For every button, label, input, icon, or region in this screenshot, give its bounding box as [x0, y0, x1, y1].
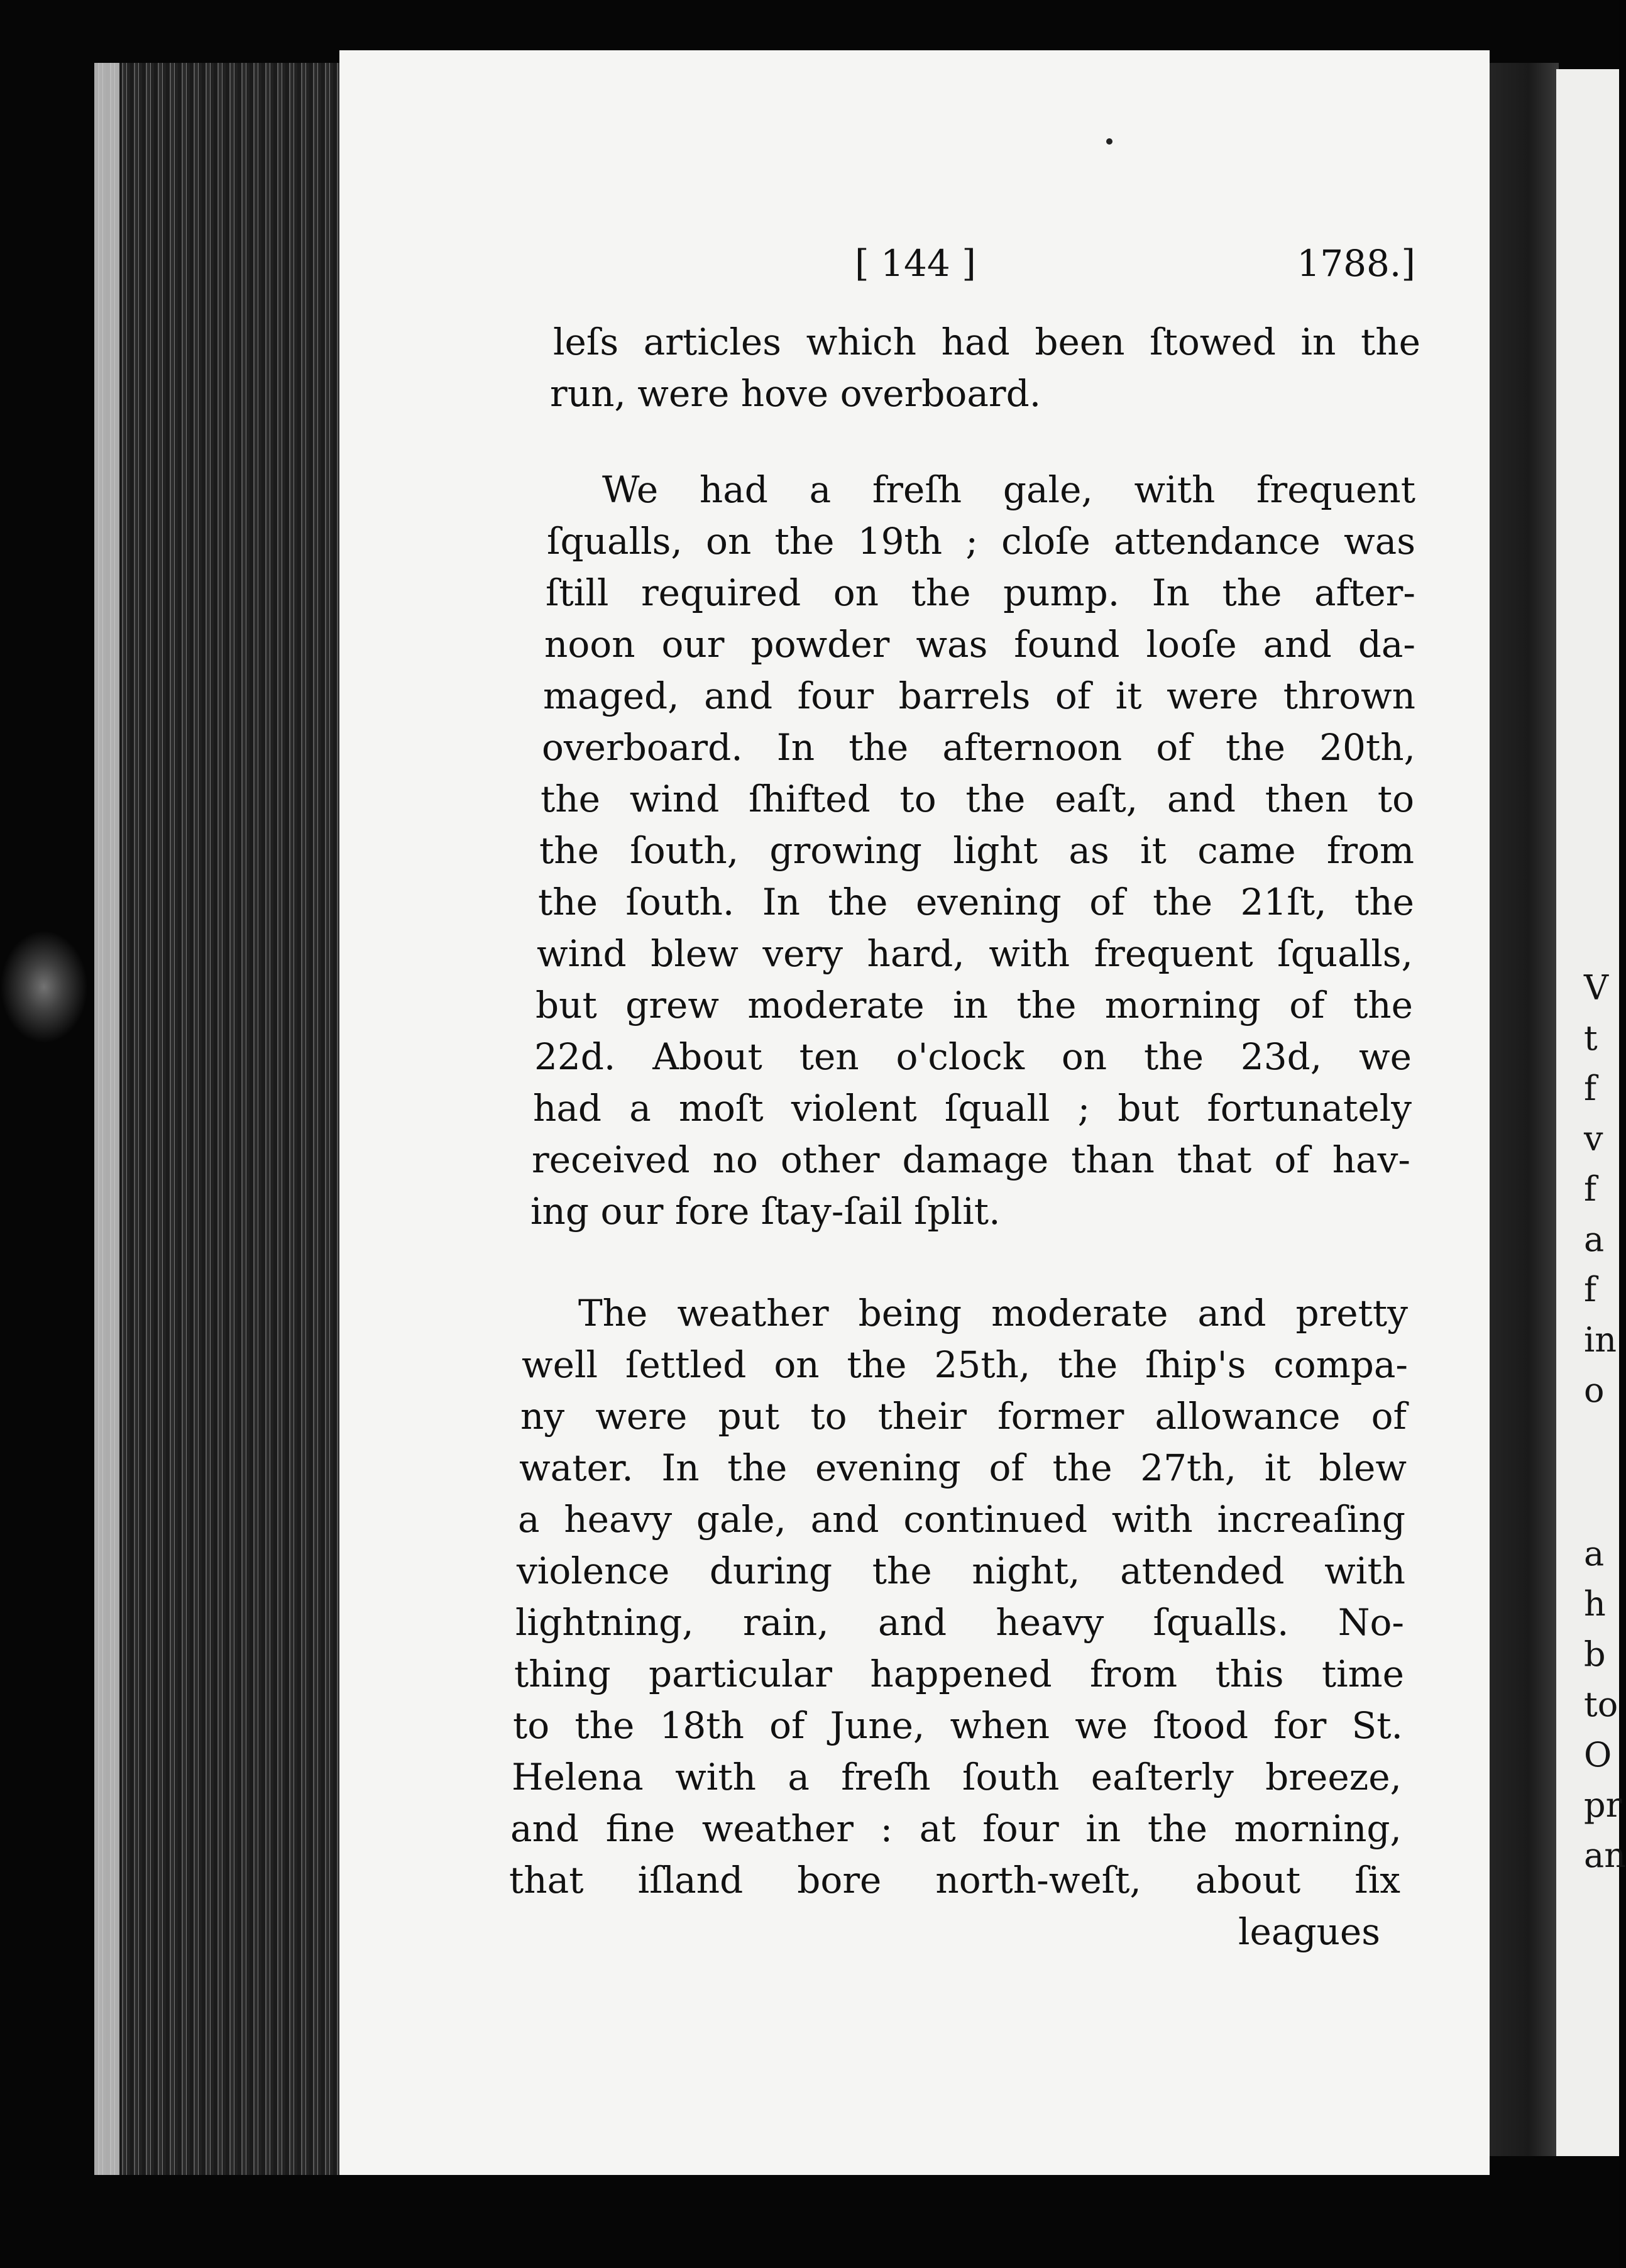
- facing-page-fragment: V: [1584, 968, 1608, 1008]
- text-line: the wind ſhifted to the eaſt, and then to: [541, 778, 1414, 820]
- facing-page-fragment: f: [1584, 1270, 1596, 1309]
- page-block-left-edge: [94, 63, 119, 2175]
- facing-page-fragment: t: [1584, 1018, 1598, 1058]
- facing-page-fragment: pr: [1584, 1785, 1622, 1825]
- page-number: [ 144 ]: [855, 242, 976, 285]
- gutter-shadow: [1483, 63, 1559, 2156]
- ink-speck: [1106, 138, 1112, 145]
- facing-page-fragment: in: [1584, 1320, 1617, 1360]
- catchword: leagues: [1238, 1910, 1381, 1953]
- facing-page-fragment: f: [1584, 1069, 1596, 1108]
- text-line: received no other damage than that of hav-: [532, 1138, 1410, 1181]
- text-line: but grew moderate in the morning of the: [536, 984, 1413, 1027]
- text-line: overboard. In the afternoon of the 20th,: [542, 726, 1415, 769]
- text-line: run, were hove overboard.: [550, 372, 1041, 415]
- text-line: that iſland bore north-weſt, about ſix: [509, 1859, 1400, 1902]
- facing-page-fragment: o: [1584, 1370, 1605, 1410]
- text-line: Helena with a freſh ſouth eaſterly breeze,: [512, 1756, 1402, 1798]
- running-head-year: 1788.]: [1297, 242, 1415, 285]
- facing-page-fragment: to: [1584, 1685, 1618, 1724]
- facing-page-fragment: a: [1584, 1534, 1605, 1573]
- text-line: violence during the night, attended with: [517, 1550, 1405, 1592]
- facing-page-fragment: f: [1584, 1169, 1596, 1209]
- text-line: 22d. About ten o'clock on the 23d, we: [534, 1035, 1412, 1078]
- text-line: ſqualls, on the 19th ; cloſe attendance was: [547, 520, 1415, 563]
- facing-page-fragment: v: [1584, 1119, 1603, 1159]
- facing-page-fragment: h: [1584, 1584, 1606, 1624]
- text-line: maged, and four barrels of it were thrown: [543, 674, 1415, 717]
- text-line: had a moſt violent ſquall ; but fortunately: [533, 1087, 1412, 1130]
- text-line: a heavy gale, and continued with increaſing: [518, 1498, 1405, 1541]
- facing-page-fragment: an: [1584, 1836, 1626, 1875]
- text-line: leſs articles which had been ſtowed in the: [553, 321, 1420, 363]
- text-line: to the 18th of June, when we ſtood for St.: [513, 1704, 1403, 1747]
- text-line: the ſouth. In the evening of the 21ſt, the: [538, 881, 1414, 923]
- text-line: ſtill required on the pump. In the after-: [546, 571, 1415, 614]
- text-line: wind blew very hard, with frequent ſqualls,: [537, 932, 1413, 975]
- facing-page-fragment: a: [1584, 1219, 1605, 1259]
- text-line: ny were put to their former allowance of: [520, 1395, 1407, 1438]
- facing-page-fragment: O: [1584, 1735, 1612, 1775]
- text-line: well ſettled on the 25th, the ſhip's compa-: [522, 1343, 1408, 1386]
- text-line: thing particular happened from this time: [514, 1653, 1404, 1695]
- page-block-edges: [94, 63, 346, 2175]
- text-line: the ſouth, growing light as it came from: [539, 829, 1414, 872]
- running-header: [339, 242, 1490, 292]
- facing-page-fragment: b: [1584, 1634, 1606, 1674]
- book-page: [339, 50, 1490, 2175]
- facing-page: [1556, 69, 1626, 2156]
- text-line: and fine weather : at four in the morning,: [510, 1807, 1402, 1850]
- text-line: lightning, rain, and heavy ſqualls. No-: [515, 1601, 1404, 1644]
- text-line: noon our powder was found looſe and da-: [544, 623, 1415, 666]
- text-line: water. In the evening of the 27th, it blew: [519, 1446, 1407, 1489]
- edge-stain: [0, 930, 88, 1043]
- text-line: ing our fore ſtay-ſail ſplit.: [530, 1190, 1001, 1233]
- text-line: The weather being moderate and pretty: [578, 1292, 1408, 1335]
- text-line: We had a freſh gale, with frequent: [602, 468, 1415, 511]
